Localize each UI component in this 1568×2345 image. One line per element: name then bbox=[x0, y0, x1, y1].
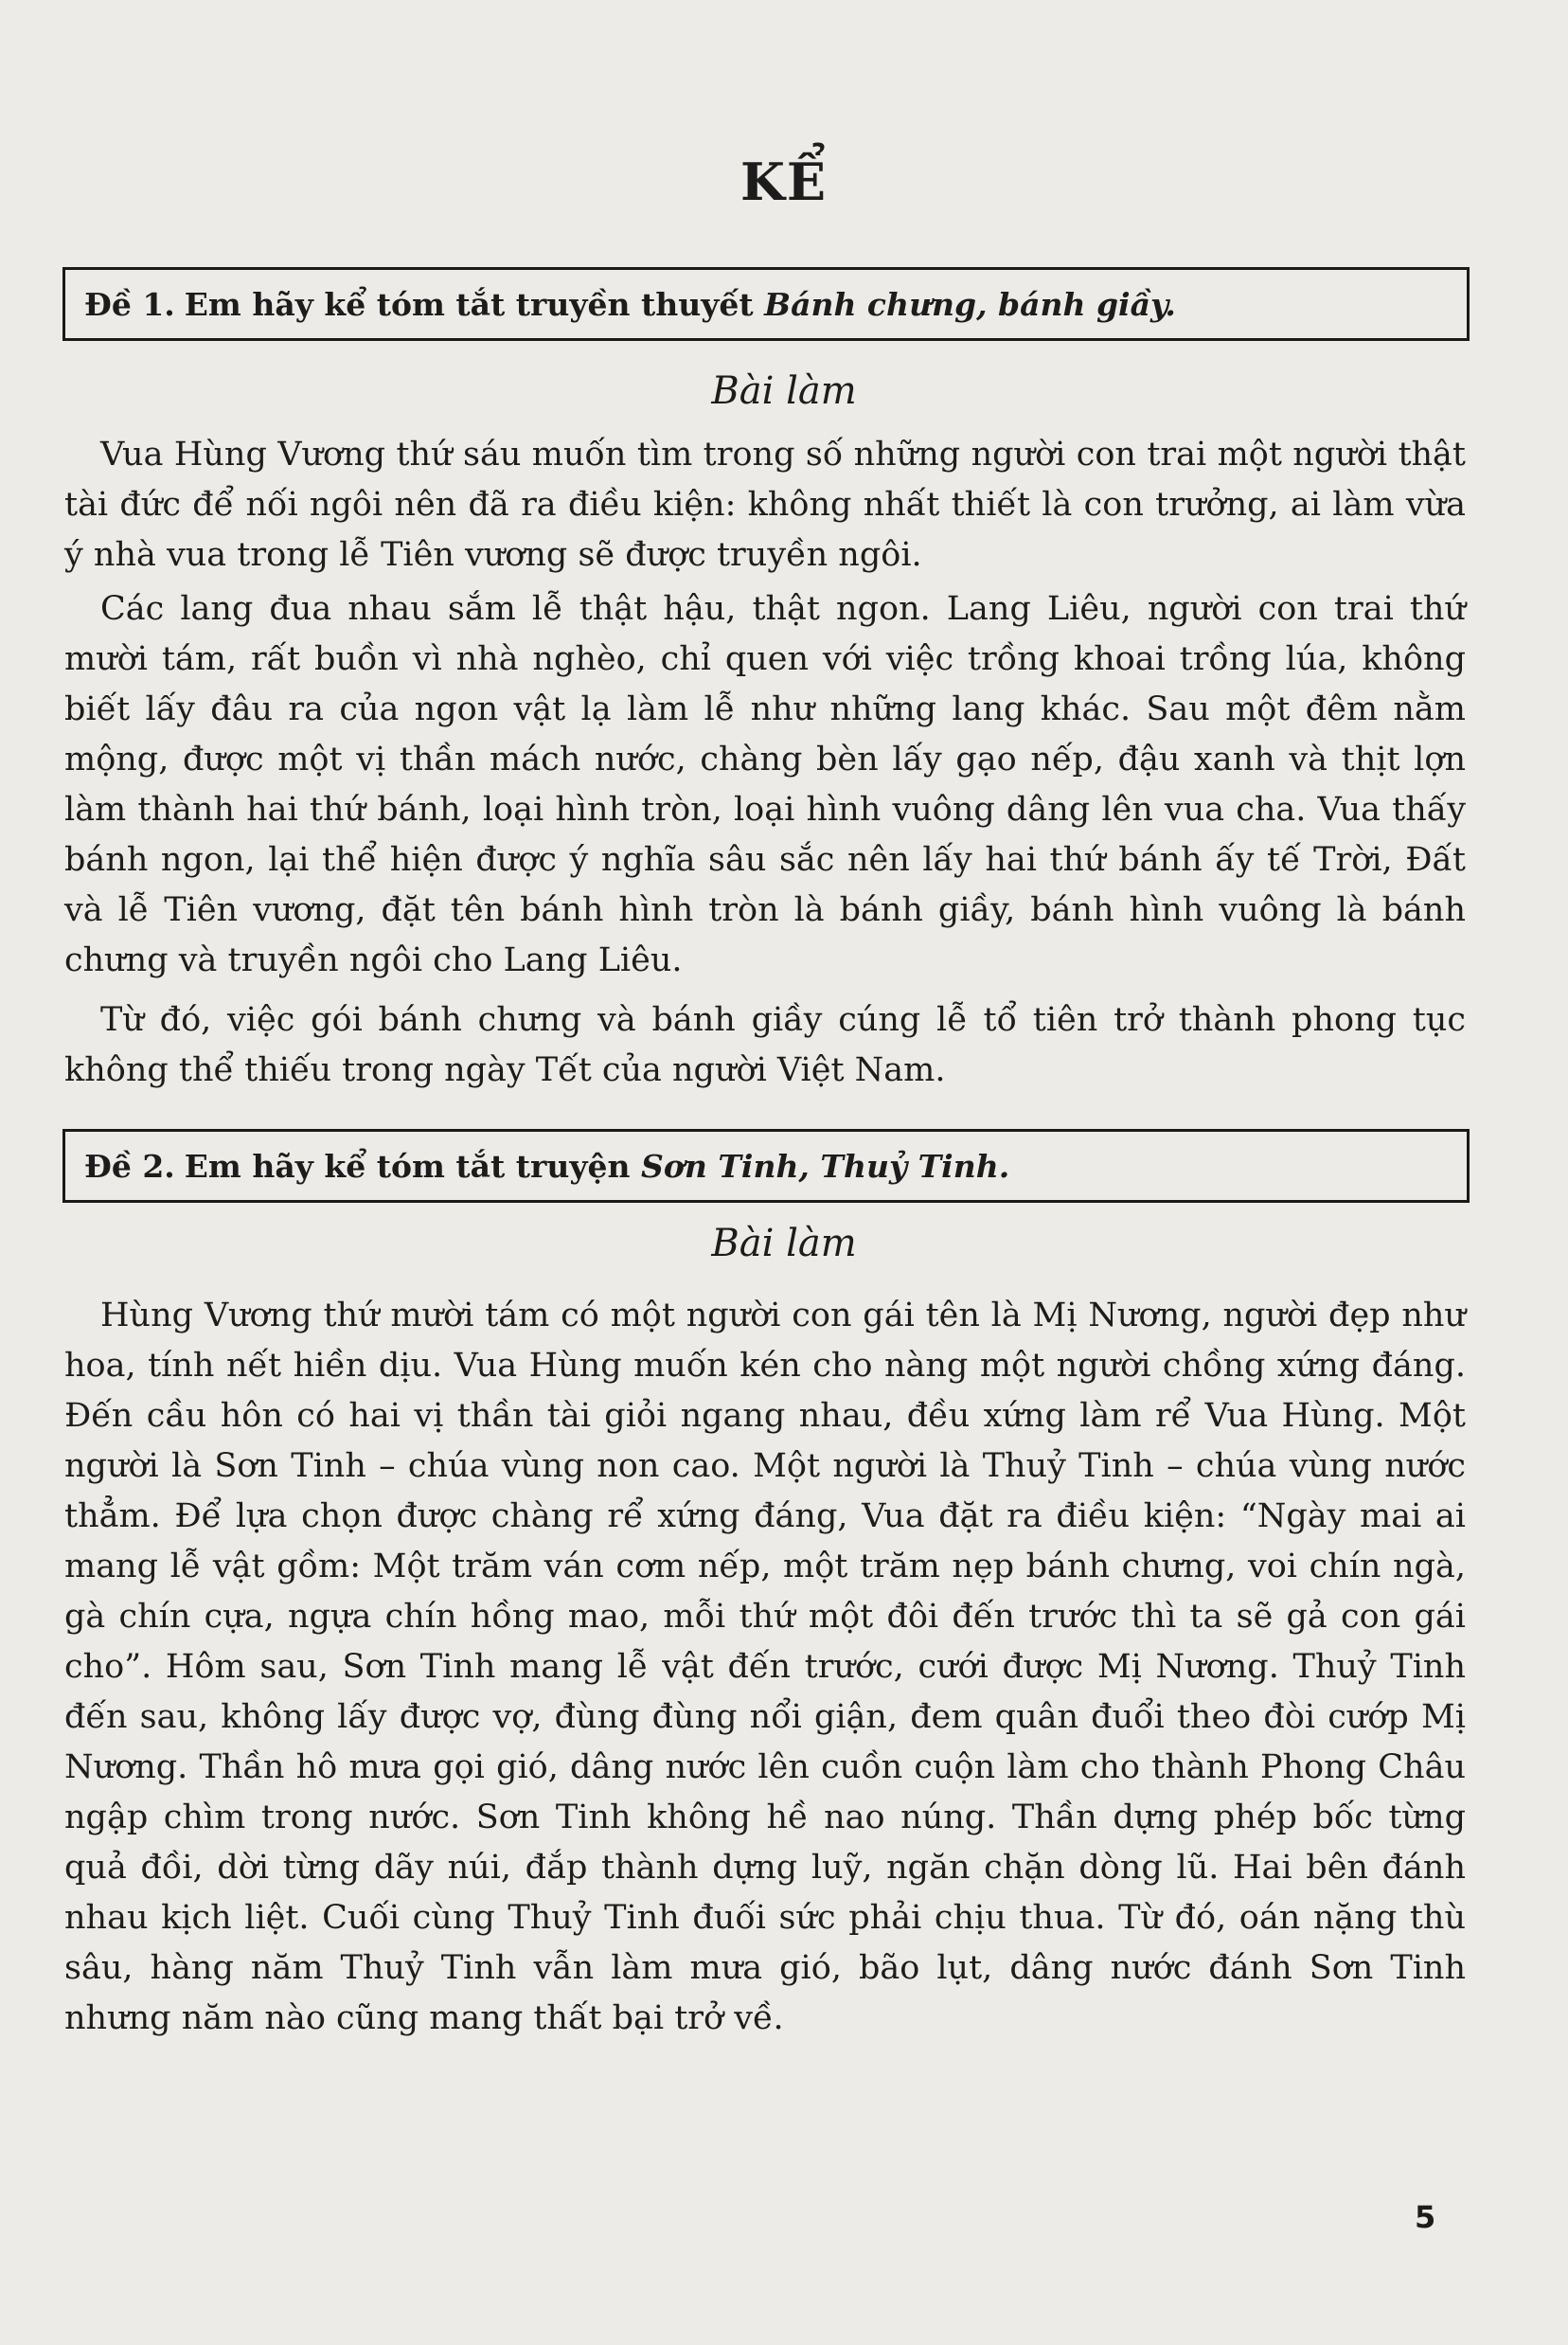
answer-2-paragraph-1: Hùng Vương thứ mười tám có một người con gái tên là Mị Nương, người đẹp như hoa, tính nết hiền dịu. Vua Hùng muốn kén cho nàng một người chồng xứng đáng. Đến cầu hôn có hai vị thần tài giỏi ngang nhau, đều xứng làm rể Vua Hùng. Một người là Sơn Tinh – chúa vùng non cao. Một người là Thuỷ Tinh – chúa vùng nước thẳm. Để lựa chọn được chàng rể xứng đáng, Vua đặt ra điều kiện: “Ngày mai ai mang lễ vật gồm: Một trăm ván cơm nếp, một trăm nẹp bánh chưng, voi chín ngà, gà chín cựa, ngựa chín hồng mao, mỗi thứ một đôi đến trước thì ta sẽ gả con gái cho”. Hôm sau, Sơn Tinh mang lễ vật đến trước, cưới được Mị Nương. Thuỷ Tinh đến sau, không lấy được vợ, đùng đùng nổi giận, đem quân đuổi theo đòi cướp Mị Nương. Thần hô mưa gọi gió, dâng nước lên cuồn cuộn làm cho thành Phong Châu ngập chìm trong nước. Sơn Tinh không hề nao núng. Thần dựng phép bốc từng quả đồi, dời từng dãy núi, đắp thành dựng luỹ, ngăn chặn dòng lũ. Hai bên đánh nhau kịch liệt. Cuối cùng Thuỷ Tinh đuối sức phải chịu thua. Từ đó, oán nặng thù sâu, hàng năm Thuỷ Tinh vẫn làm mưa gió, bão lụt, dâng nước đánh Sơn Tinh nhưng năm nào cũng mang thất bại trở về. bbox=[64, 1297, 1466, 2037]
question-2-number: Đề 2. bbox=[84, 1147, 175, 1185]
answer-1-paragraph-1: Vua Hùng Vương thứ sáu muốn tìm trong số những người con trai một người thật tài đức để nối ngôi nên đã ra điều kiện: không nhất thiết là con trưởng, ai làm vừa ý nhà vua trong lễ Tiên vương sẽ được truyền ngôi. bbox=[64, 436, 1466, 574]
question-2-text: Em hãy kể tóm tắt truyện bbox=[184, 1147, 631, 1185]
page-number: 5 bbox=[1415, 2199, 1436, 2235]
answer-1-paragraph-2: Các lang đua nhau sắm lễ thật hậu, thật ngon. Lang Liêu, người con trai thứ mười tám, rất buồn vì nhà nghèo, chỉ quen với việc trồng khoai trồng lúa, không biết lấy đâu ra của ngon vật lạ làm lễ như những lang khác. Sau một đêm nằm mộng, được một vị thần mách nước, chàng bèn lấy gạo nếp, đậu xanh và thịt lợn làm thành hai thứ bánh, loại hình tròn, loại hình vuông dâng lên vua cha. Vua thấy bánh ngon, lại thể hiện được ý nghĩa sâu sắc nên lấy hai thứ bánh ấy tế Trời, Đất và lễ Tiên vương, đặt tên bánh hình tròn là bánh giầy, bánh hình vuông là bánh chưng và truyền ngôi cho Lang Liêu. bbox=[64, 590, 1466, 979]
question-1-box bbox=[62, 267, 1470, 341]
answer-1-label: Bài làm bbox=[711, 369, 857, 413]
page-title: KỂ bbox=[739, 152, 829, 212]
question-1-text: Em hãy kể tóm tắt truyền thuyết bbox=[184, 285, 754, 323]
question-1-work-title: Bánh chưng, bánh giầy. bbox=[764, 285, 1176, 323]
answer-2-label: Bài làm bbox=[711, 1222, 857, 1265]
question-1-number: Đề 1. bbox=[84, 285, 175, 323]
question-2-box bbox=[62, 1129, 1470, 1203]
question-2-work-title: Sơn Tinh, Thuỷ Tinh. bbox=[641, 1147, 1010, 1185]
answer-1-paragraph-3: Từ đó, việc gói bánh chưng và bánh giầy cúng lễ tổ tiên trở thành phong tục không thể thiếu trong ngày Tết của người Việt Nam. bbox=[64, 1001, 1466, 1089]
